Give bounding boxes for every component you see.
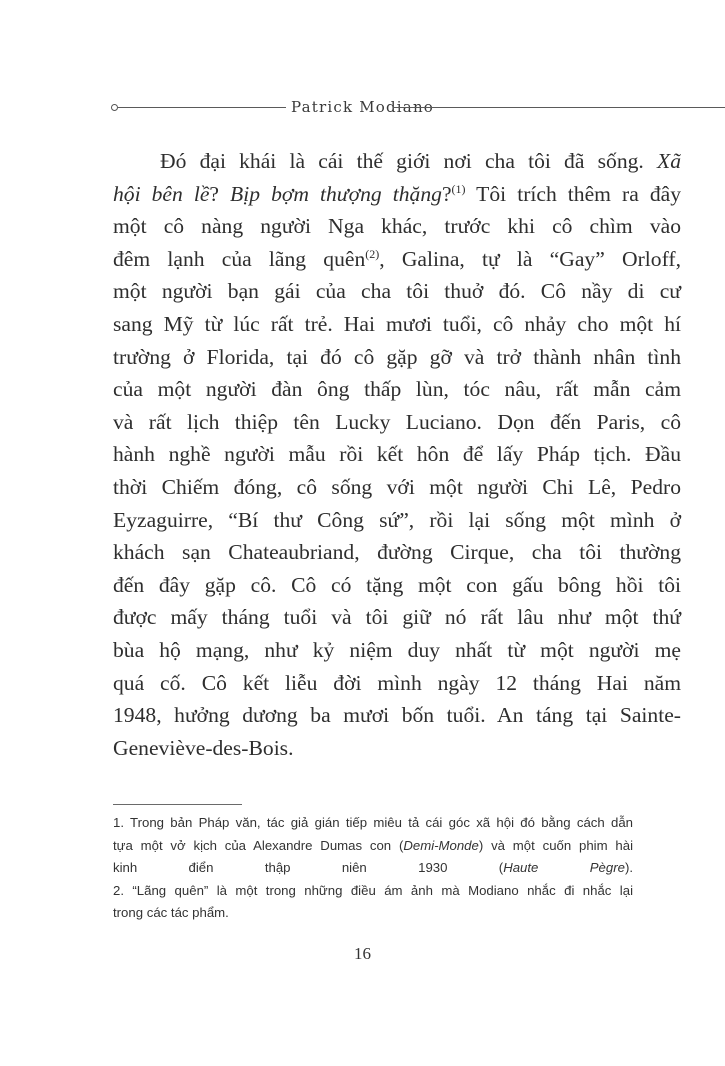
body-line: [113, 471, 681, 504]
body-line: [113, 504, 681, 537]
text-run: ?: [209, 181, 231, 206]
text-run: Eyzaguirre, “Bí thư Công sứ”, rồi lại sống một mình ở: [113, 507, 681, 532]
body-line: [113, 699, 681, 732]
body-line: [113, 732, 681, 765]
text-run: sang Mỹ từ lúc rất trẻ. Hai mươi tuổi, cô nhảy cho một hí: [113, 311, 681, 336]
footnote-line: [113, 880, 633, 903]
ornament-circle-icon: [111, 104, 118, 111]
italic-text: Xã: [657, 149, 681, 173]
body-line: [113, 569, 681, 602]
body-line: [113, 178, 681, 211]
text-run: Đó đại khái là cái thế giới nơi cha tôi đã sống.: [160, 149, 657, 173]
footnote-marker: (1): [451, 181, 466, 196]
header-rule-left: [118, 107, 286, 108]
text-run: khách sạn Chateaubriand, đường Cirque, cha tôi thường: [113, 540, 681, 565]
body-paragraph: [113, 145, 681, 764]
text-run: Geneviève-des-Bois.: [113, 735, 294, 760]
text-run: tựa một vở kịch của Alexandre Dumas con (: [113, 837, 404, 853]
footnote-line: [113, 812, 633, 835]
text-run: kinh điển thập niên 1930 (: [113, 860, 504, 875]
body-line: [113, 243, 681, 276]
body-line: [113, 536, 681, 569]
body-line: [113, 667, 681, 700]
running-header: [0, 96, 725, 118]
text-run: ).: [624, 860, 633, 875]
text-run: ) và một cuốn phim hài: [478, 837, 634, 853]
text-run: Tôi trích thêm ra đây: [465, 181, 681, 206]
text-run: đến đây gặp cô. Cô có tặng một con gấu bông hồi tôi: [113, 572, 681, 597]
text-run: , Galina, tự là “Gay” Orloff,: [379, 246, 681, 271]
body-line: [113, 308, 681, 341]
body-line: [113, 373, 681, 406]
text-run: được mấy tháng tuổi và tôi giữ nó rất lâu như một thứ: [113, 605, 681, 630]
italic-text: Bịp bợm thượng thặng: [230, 181, 442, 206]
body-line: [113, 634, 681, 667]
footnote-line: [113, 857, 633, 880]
text-run: một người bạn gái của cha tôi thuở đó. Cô nầy di cư: [113, 279, 681, 304]
body-line: [113, 406, 681, 439]
body-line: [113, 145, 681, 178]
footnote-separator: [113, 804, 242, 805]
header-rule-right: [393, 107, 725, 108]
body-line: [113, 601, 681, 634]
italic-text: hội bên lề: [113, 181, 210, 206]
footnote-line: [113, 835, 633, 858]
text-run: quá cố. Cô kết liễu đời mình ngày 12 tháng Hai năm: [113, 670, 681, 695]
text-run: ?: [441, 181, 452, 206]
text-run: và rất lịch thiệp tên Lucky Luciano. Dọn đến Paris, cô: [113, 409, 681, 434]
running-title: Patrick Modiano: [291, 98, 435, 116]
text-run: thời Chiếm đóng, cô sống với một người Chi Lê, Pedro: [113, 474, 681, 499]
body-line: [113, 438, 681, 471]
footnote-marker: (2): [365, 246, 380, 261]
italic-text: Demi-Monde: [403, 837, 479, 853]
text-run: bùa hộ mạng, như kỷ niệm duy nhất từ một người mẹ: [113, 637, 681, 662]
text-run: hành nghề người mẫu rồi kết hôn để lấy Pháp tịch. Đầu: [113, 442, 681, 467]
text-run: 1948, hưởng dương ba mươi bốn tuổi. An táng tại Sainte-: [113, 703, 681, 728]
text-run: trường ở Florida, tại đó cô gặp gỡ và trở thành nhân tình: [113, 344, 681, 369]
body-line: [113, 341, 681, 374]
footnotes: [113, 812, 633, 925]
text-run: đêm lạnh của lãng quên: [113, 246, 366, 271]
text-run: trong các tác phẩm.: [113, 905, 229, 920]
text-run: 2. “Lãng quên” là một trong những điều ám ảnh mà Modiano nhắc đi nhắc lại: [113, 882, 633, 898]
body-line: [113, 210, 681, 243]
text-run: của một người đàn ông thấp lùn, tóc nâu, rất mẫn cảm: [113, 377, 681, 402]
italic-text: Haute Pègre: [503, 860, 625, 875]
text-run: 1. Trong bản Pháp văn, tác giả gián tiếp miêu tả cái góc xã hội đó bằng cách dẫn: [113, 815, 633, 830]
text-run: một cô nàng người Nga khác, trước khi cô chìm vào: [113, 214, 681, 239]
page-number: 16: [354, 944, 371, 963]
body-line: [113, 275, 681, 308]
footnote-line: [113, 902, 633, 925]
